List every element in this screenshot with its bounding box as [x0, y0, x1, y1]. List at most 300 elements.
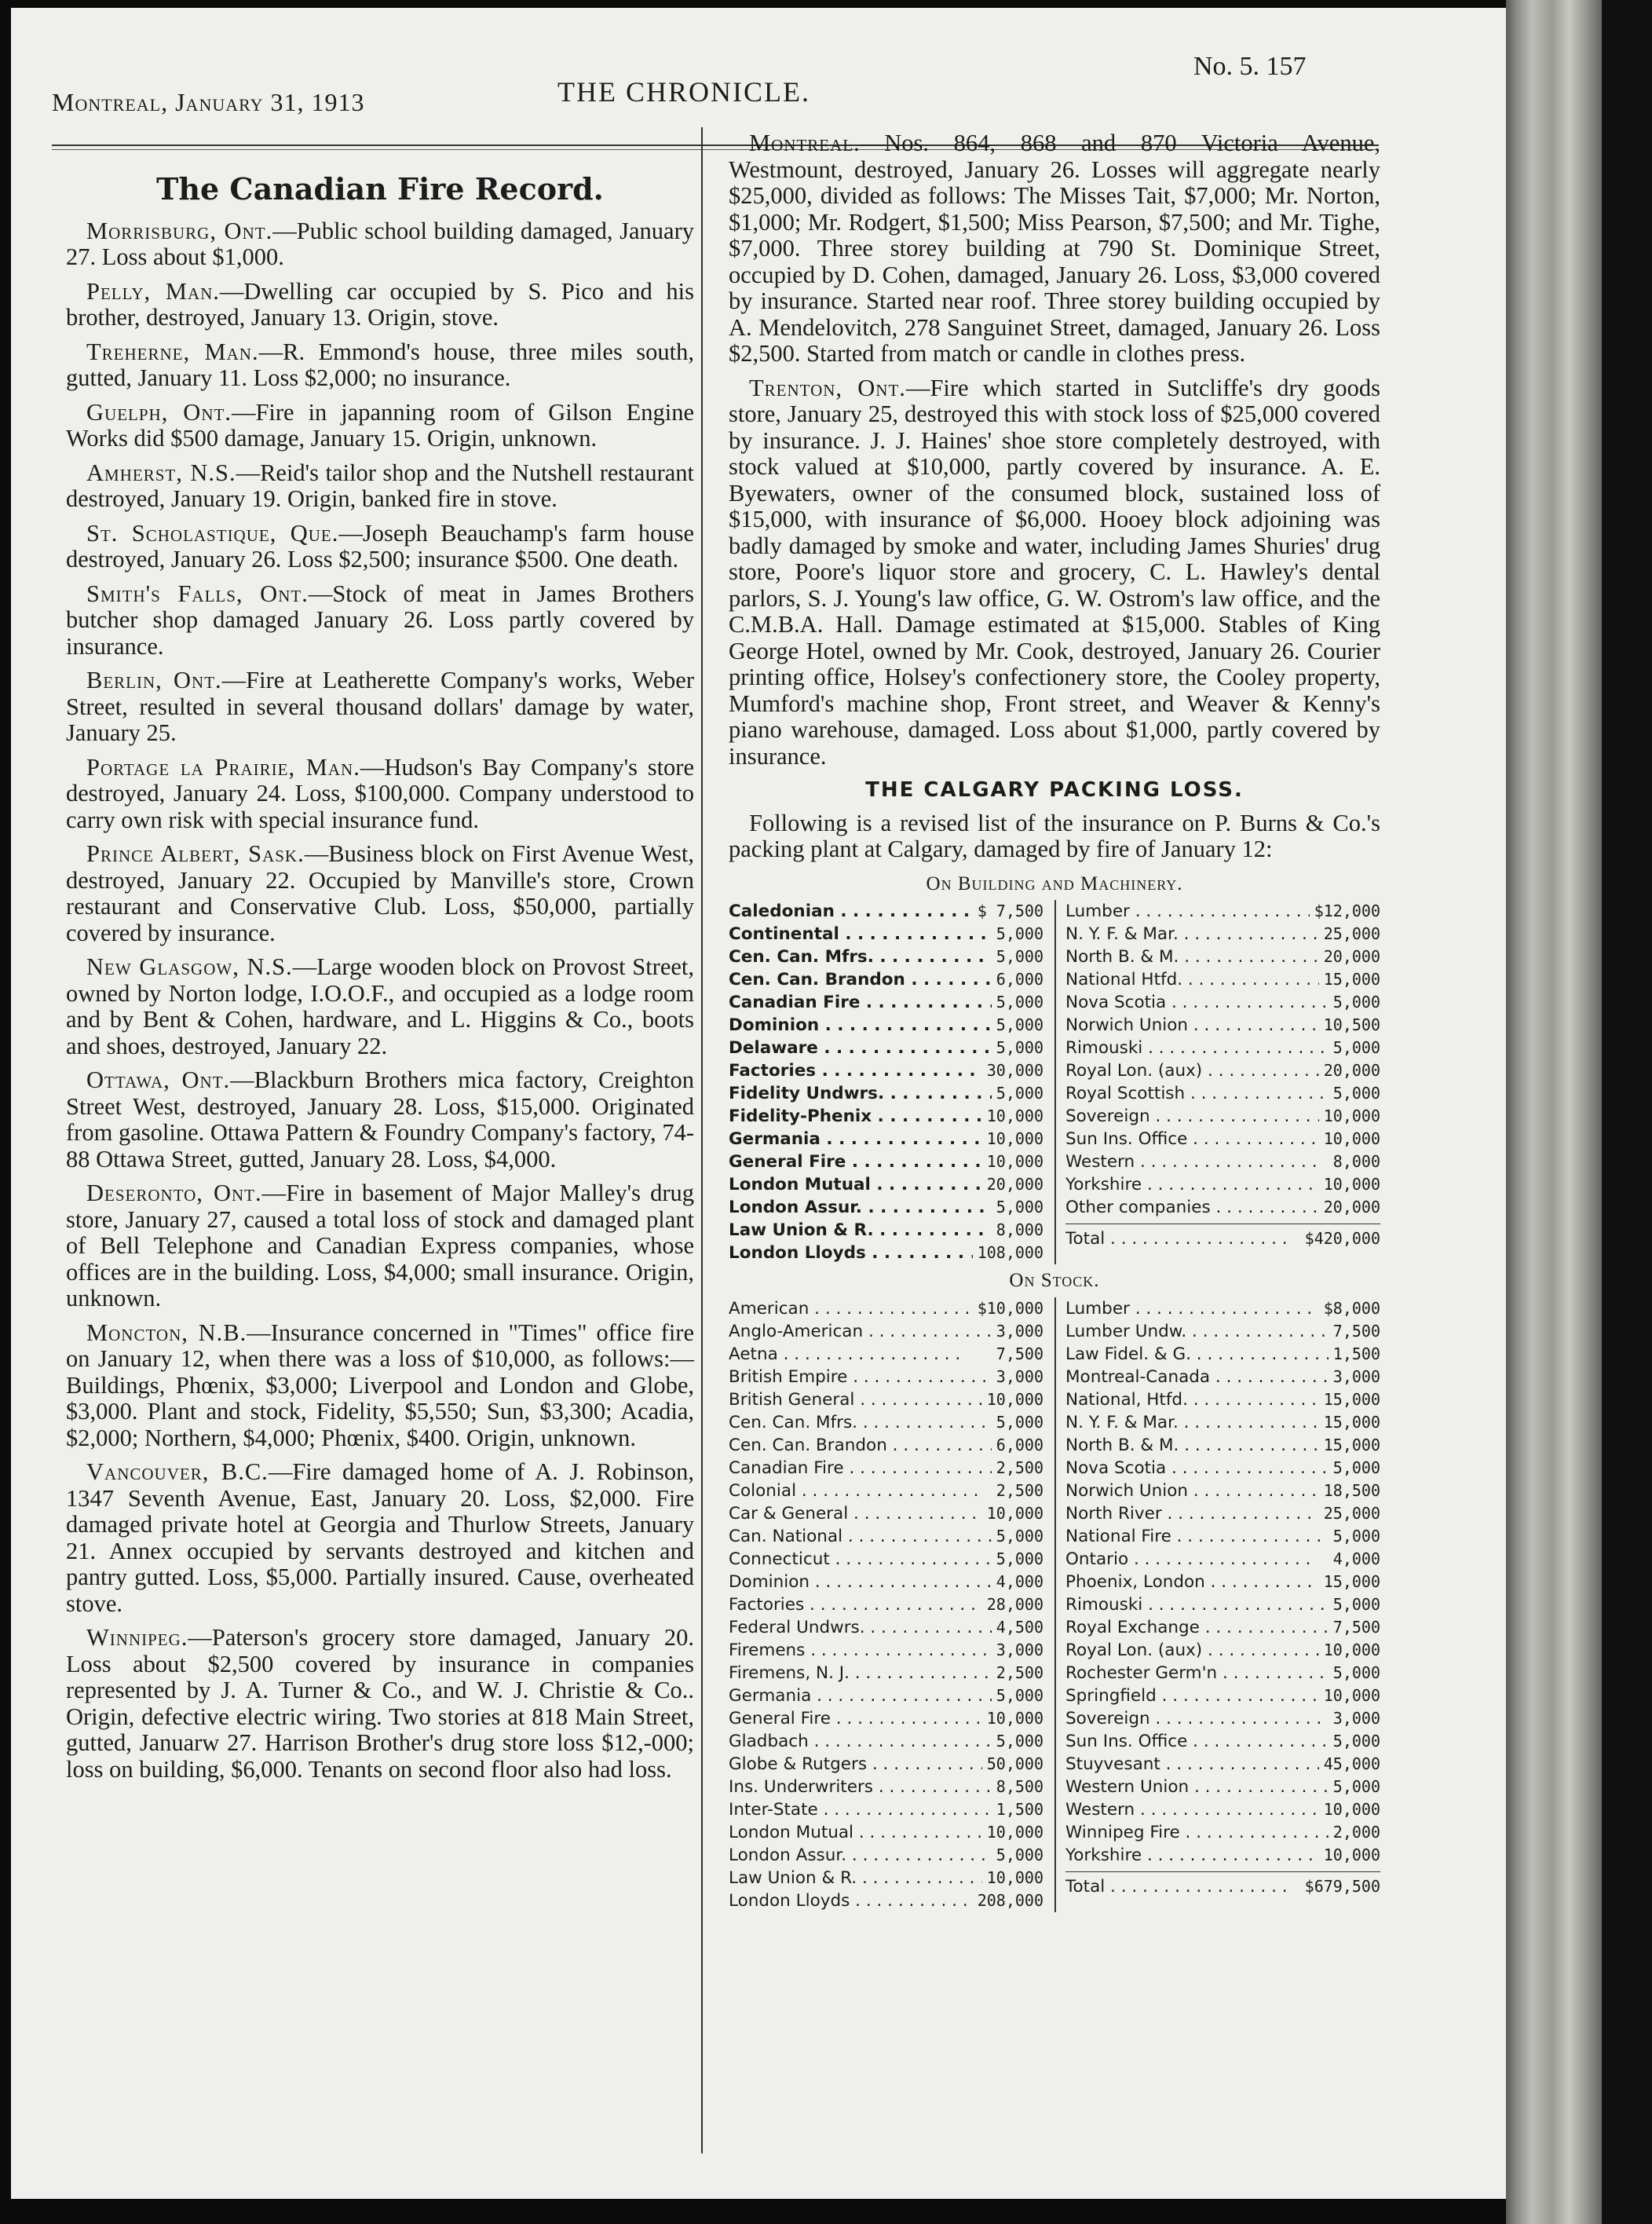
insured-amount: 10,000 [982, 1821, 1043, 1844]
insured-amount: 8,500 [992, 1776, 1043, 1798]
insured-amount: 3,000 [1329, 1707, 1380, 1730]
insurer-name: Germania . . . [729, 1128, 982, 1150]
insurance-row [729, 1037, 1043, 1059]
insurance-row [729, 1173, 1043, 1196]
insurer-name: National Htfd. . . . [1065, 968, 1319, 991]
insurance-row [1065, 1616, 1380, 1639]
insurer-name: Nova Scotia . . . [1065, 1457, 1329, 1480]
insurance-row [1065, 1844, 1380, 1867]
fire-entry-text: —Nos. 864, 868 and 870 Victoria Avenue, Westmount, destroyed, January 26. Losses will aggregate nearly $25,000, divided as follows: The Misses Tait, $7,000; Mr. Norton, $1,000; Mr. Rodgert, $1,500; Miss Pearson, $7,500; and Mr. Tighe, $7,000. Three storey building at 790 St. Dominique Street, occupied by D. Cohen, damaged, January 26. Loss, $3,000 covered by insurance. Started near roof. Three storey building occupied by A. Mendelovitch, 278 Sanguinet Street, damaged, January 26. Loss $2,500. Started from match or candle in clothes press. [729, 130, 1380, 367]
insured-amount: 10,000 [982, 1707, 1043, 1730]
insured-amount: 50,000 [982, 1753, 1043, 1776]
insurance-row [1065, 1730, 1380, 1753]
insured-amount: 15,000 [1319, 1388, 1380, 1411]
insured-amount: 5,000 [992, 1548, 1043, 1571]
insurance-row [729, 1320, 1043, 1343]
insurer-name: Globe & Rutgers . . . [729, 1753, 982, 1776]
insurance-row [1065, 1388, 1380, 1411]
insurance-row [1065, 1297, 1380, 1320]
insurer-name: General Fire . . . [729, 1707, 982, 1730]
building-heading: On Building and Machinery. [926, 872, 1183, 894]
insured-amount: 6,000 [992, 968, 1043, 991]
insurance-row [1065, 1593, 1380, 1616]
insurer-name: London Assur. . . . [729, 1844, 992, 1867]
insurance-row [1065, 1059, 1380, 1082]
insured-amount: 45,000 [1319, 1753, 1380, 1776]
fire-entry-text: —Stock of meat in James Brothers butcher shop damaged January 26. Loss partly covered by insurance. [66, 580, 695, 660]
insured-amount: 8,000 [992, 1219, 1043, 1242]
fire-entry [66, 400, 694, 452]
insurance-row [1065, 1480, 1380, 1502]
total-row [1065, 1224, 1380, 1250]
insurer-name: Cen. Can. Brandon . . . [729, 968, 992, 991]
insurance-row [1065, 1173, 1380, 1196]
insurance-row [1065, 1105, 1380, 1128]
insured-amount: 5,000 [1329, 1593, 1380, 1616]
fire-entry-text: —R. Emmond's house, three miles south, gutted, January 11. Loss $2,000; no insurance. [66, 338, 694, 391]
insurance-row [729, 1388, 1043, 1411]
fire-entry [729, 130, 1380, 368]
insurer-name: Royal Exchange . . . [1065, 1616, 1329, 1639]
insured-amount: 10,000 [982, 1150, 1043, 1173]
insurance-row [729, 1776, 1043, 1798]
fire-entry [66, 668, 694, 747]
insured-amount: 5,000 [992, 1844, 1043, 1867]
insurer-name: Phoenix, London . . . [1065, 1571, 1319, 1593]
insured-amount: 18,500 [1319, 1480, 1380, 1502]
insurer-name: American . . . [729, 1297, 973, 1320]
fire-record-title: The Canadian Fire Record. [156, 171, 604, 207]
insurance-row [1065, 1776, 1380, 1798]
insurance-row [1065, 1548, 1380, 1571]
insurer-name: Law Fidel. & G. . . . [1065, 1343, 1329, 1366]
fire-entry-place: Berlin, Ont. [86, 667, 222, 693]
fire-entry-text: —Dwelling car occupied by S. Pico and his brother, destroyed, January 13. Origin, stove. [66, 277, 694, 331]
insurance-row [1065, 1196, 1380, 1219]
insurance-row [729, 1366, 1043, 1388]
fire-entry-text: —Insurance concerned in "Times" office fire on January 12, when there was a loss of $10,000, as follows:—Buildings, Phœnix, $3,000; Liverpool and London and Globe, $3,000. Plant and stock, Fidelity, $5,550; Sun, $3,300; Acadia, $2,000; Northern, $4,000; Phœnix, $400. Origin, unknown. [66, 1319, 694, 1451]
insurer-name: Montreal-Canada . . . [1065, 1366, 1329, 1388]
insured-amount: 10,000 [1319, 1173, 1380, 1196]
total-label: Total . . . [1065, 1227, 1288, 1250]
insurance-row [1065, 1662, 1380, 1684]
calgary-intro: Following is a revised list of the insurance on P. Burns & Co.'s packing plant at Calgary, damaged by fire of January 12: [729, 809, 1380, 862]
calgary-title: THE CALGARY PACKING LOSS. [865, 778, 1244, 802]
insurance-row [729, 1753, 1043, 1776]
insurer-name: Other companies . . . [1065, 1196, 1319, 1219]
insurance-row [729, 1242, 1043, 1264]
insurer-name: Caledonian . . . [729, 900, 973, 923]
insurance-row [1065, 1082, 1380, 1105]
insurance-row [1065, 1639, 1380, 1662]
insurer-name: Sun Ins. Office . . . [1065, 1128, 1319, 1150]
insurance-row [729, 923, 1043, 946]
insured-amount: 8,000 [1329, 1150, 1380, 1173]
insured-amount: 10,000 [1319, 1684, 1380, 1707]
insurance-row [1065, 1343, 1380, 1366]
insured-amount: $10,000 [973, 1297, 1043, 1320]
insurer-name: Norwich Union . . . [1065, 1480, 1319, 1502]
insurance-row [729, 1548, 1043, 1571]
stock-table-left [729, 1297, 1054, 1912]
insurance-row [729, 1798, 1043, 1821]
insurance-row [1065, 1571, 1380, 1593]
insured-amount: 10,000 [1319, 1844, 1380, 1867]
insurance-row [1065, 1821, 1380, 1844]
insured-amount: 15,000 [1319, 968, 1380, 991]
insured-amount: 2,000 [1329, 1821, 1380, 1844]
insurance-row [729, 1343, 1043, 1366]
column-divider [701, 127, 703, 2153]
insurer-name: Cen. Can. Brandon . . . [729, 1434, 992, 1457]
building-table-right [1054, 900, 1380, 1264]
insurer-name: Sun Ins. Office . . . [1065, 1730, 1329, 1753]
insurance-row [1065, 1037, 1380, 1059]
fire-entry [66, 460, 694, 513]
insured-amount: 4,000 [1329, 1548, 1380, 1571]
insurance-row [729, 900, 1043, 923]
insurance-row [729, 1411, 1043, 1434]
insured-amount: 5,000 [992, 1196, 1043, 1219]
insured-amount: 10,000 [982, 1128, 1043, 1150]
fire-entry-text: —Fire at Leatherette Company's works, Weber Street, resulted in several thousand dollars' damage by water, January 25. [66, 667, 695, 746]
insured-amount: 25,000 [1319, 923, 1380, 946]
insurance-row [1065, 900, 1380, 923]
fire-entry-place: Morrisburg, Ont. [86, 217, 273, 244]
insurance-row [729, 1150, 1043, 1173]
insured-amount: 1,500 [992, 1798, 1043, 1821]
fire-entry-place: Guelph, Ont. [86, 398, 232, 426]
insurer-name: Lumber . . . [1065, 1297, 1312, 1320]
insurer-name: Cen. Can. Mfrs. . . . [729, 946, 992, 968]
insured-amount: 6,000 [992, 1434, 1043, 1457]
fire-entry-place: Amherst, N.S. [86, 459, 236, 486]
insurer-name: Cen. Can. Mfrs. . . . [729, 1411, 992, 1434]
insurer-name: British General . . . [729, 1388, 982, 1411]
fire-entry [66, 581, 694, 660]
insured-amount: 28,000 [982, 1593, 1043, 1616]
insurer-name: Western . . . [1065, 1150, 1318, 1173]
insurer-name: Factories . . . [729, 1059, 982, 1082]
insured-amount: 2,500 [992, 1480, 1043, 1502]
scan-background [1602, 0, 1652, 2224]
insurance-row [729, 991, 1043, 1014]
insurance-row [729, 1082, 1043, 1105]
fire-entry-text: —Paterson's grocery store damaged, January 20. Loss about $2,500 covered by insurance in companies represented by J. A. Turner & Co., and W. J. Christie & Co.. Origin, defective electric wiring. Two stories at 818 Main Street, gutted, Januarw 27. Harrison Brother's drug store loss $12,-000; loss on building, $6,000. Tenants on second floor also had loss. [66, 1624, 694, 1783]
insurance-row [1065, 1128, 1380, 1150]
total-label: Total . . . [1065, 1875, 1288, 1898]
fire-entry [66, 521, 694, 573]
insured-amount: 20,000 [1319, 1059, 1380, 1082]
fire-entry [66, 841, 694, 946]
insurer-name: Royal Lon. (aux) . . . [1065, 1639, 1319, 1662]
insured-amount: 15,000 [1319, 1571, 1380, 1593]
fire-entry [66, 218, 694, 271]
insurer-name: Royal Lon. (aux) . . . [1065, 1059, 1319, 1082]
insurance-row [1065, 1502, 1380, 1525]
insurer-name: Rochester Germ'n . . . [1065, 1662, 1329, 1684]
insurance-row [729, 1525, 1043, 1548]
insurance-row [729, 1196, 1043, 1219]
header-page-number: No. 5. 157 [1193, 52, 1307, 81]
insurer-name: North B. & M. . . . [1065, 946, 1319, 968]
insured-amount: 4,000 [992, 1571, 1043, 1593]
insurer-name: Lumber . . . [1065, 900, 1310, 923]
insurance-row [729, 1593, 1043, 1616]
fire-entry-place: Pelly, Man. [86, 277, 220, 305]
fire-record-continued [729, 130, 1380, 770]
insurance-row [1065, 968, 1380, 991]
insurer-name: Ontario . . . [1065, 1548, 1311, 1571]
insured-amount: 25,000 [1319, 1502, 1380, 1525]
fire-entry-place: Winnipeg. [86, 1624, 188, 1651]
fire-entry-place: Portage la Prairie, Man. [86, 753, 360, 781]
insured-amount: 5,000 [1329, 1776, 1380, 1798]
insurer-name: Connecticut . . . [729, 1548, 992, 1571]
insured-amount: 4,500 [992, 1616, 1043, 1639]
building-table [729, 900, 1380, 1264]
insurance-row [729, 1457, 1043, 1480]
insurer-name: London Mutual . . . [729, 1821, 982, 1844]
insurer-name: General Fire . . . [729, 1150, 982, 1173]
insurance-row [729, 1480, 1043, 1502]
insured-amount: 7,500 [1329, 1616, 1380, 1639]
insurance-row [1065, 946, 1380, 968]
fire-entry-text: —Fire in japanning room of Gilson Engine Works did $500 damage, January 15. Origin, unknown. [66, 398, 694, 452]
building-table-left [729, 900, 1054, 1264]
insured-amount: 3,000 [1329, 1366, 1380, 1388]
insurer-name: Yorkshire . . . [1065, 1173, 1319, 1196]
right-column [729, 130, 1380, 1915]
insured-amount: 20,000 [982, 1173, 1043, 1196]
fire-entry-place: Moncton, N.B. [86, 1319, 247, 1346]
insured-amount: 5,000 [1329, 1662, 1380, 1684]
insured-amount: 3,000 [992, 1320, 1043, 1343]
fire-entry [66, 1320, 694, 1452]
insured-amount: 10,000 [982, 1388, 1043, 1411]
insurance-row [729, 946, 1043, 968]
fire-entry [66, 755, 694, 834]
insurance-row [1065, 1707, 1380, 1730]
fire-entry-text: —Business block on First Avenue West, destroyed, January 22. Occupied by Manville's store, Crown restaurant and Conservative Club. Loss, $50,000, partially covered by insurance. [66, 840, 694, 946]
insured-amount: 10,000 [982, 1105, 1043, 1128]
fire-entry-place: New Glasgow, N.S. [86, 953, 293, 980]
insurance-row [729, 1297, 1043, 1320]
insurer-name: Dominion . . . [729, 1571, 992, 1593]
insurance-row [729, 1821, 1043, 1844]
insured-amount: 5,000 [1329, 1037, 1380, 1059]
insurance-row [729, 1616, 1043, 1639]
insured-amount: 5,000 [1329, 1525, 1380, 1548]
insurer-name: National Fire . . . [1065, 1525, 1329, 1548]
insured-amount: 3,000 [992, 1366, 1043, 1388]
insurer-name: Law Union & R. . . . [729, 1219, 992, 1242]
insured-amount: $ 7,500 [973, 900, 1043, 923]
insured-amount: 208,000 [973, 1889, 1043, 1912]
insured-amount: 10,000 [1319, 1128, 1380, 1150]
insurance-row [729, 1128, 1043, 1150]
insured-amount: $8,000 [1319, 1297, 1380, 1320]
insurer-name: Gladbach . . . [729, 1730, 991, 1753]
insurer-name: Continental . . . [729, 923, 992, 946]
fire-entry [66, 339, 694, 392]
fire-entry-place: Vancouver, B.C. [86, 1458, 269, 1485]
insurance-row [1065, 923, 1380, 946]
fire-entry-text: —Large wooden block on Provost Street, owned by Norton lodge, I.O.O.F., and occupied as a lodge room and by Bent & Cohen, hardware, and L. Higgins & Co., boots and shoes, destroyed, January 22. [66, 953, 694, 1059]
insured-amount: 15,000 [1319, 1411, 1380, 1434]
insurance-row [729, 1502, 1043, 1525]
insured-amount: 5,000 [992, 1525, 1043, 1548]
fire-entry [66, 1180, 694, 1312]
insurer-name: Colonial . . . [729, 1480, 978, 1502]
insurer-name: National, Htfd. . . . [1065, 1388, 1319, 1411]
insured-amount: 5,000 [1329, 991, 1380, 1014]
insurance-row [1065, 1798, 1380, 1821]
insured-amount: 20,000 [1319, 946, 1380, 968]
total-amount: $420,000 [1300, 1227, 1380, 1250]
insurance-row [729, 1707, 1043, 1730]
insurer-name: Winnipeg Fire . . . [1065, 1821, 1329, 1844]
insured-amount: 2,500 [992, 1662, 1043, 1684]
total-amount: $679,500 [1300, 1875, 1380, 1898]
insured-amount: 5,000 [992, 946, 1043, 968]
insurer-name: Fidelity-Phenix . . . [729, 1105, 982, 1128]
stock-table-right [1054, 1297, 1380, 1912]
insurer-name: Western Union . . . [1065, 1776, 1329, 1798]
insurer-name: Sovereign . . . [1065, 1105, 1319, 1128]
insured-amount: 10,000 [1319, 1798, 1380, 1821]
insured-amount: 7,500 [992, 1343, 1043, 1366]
insurance-row [1065, 1434, 1380, 1457]
header-date: Montreal, January 31, 1913 [52, 88, 365, 116]
insurer-name: Inter-State . . . [729, 1798, 992, 1821]
insurer-name: Stuyvesant . . . [1065, 1753, 1319, 1776]
insurer-name: Firemens . . . [729, 1639, 988, 1662]
insured-amount: 2,500 [992, 1457, 1043, 1480]
insured-amount: 10,000 [1319, 1639, 1380, 1662]
insured-amount: 5,000 [992, 1730, 1043, 1753]
insurance-row [729, 1219, 1043, 1242]
insurer-name: Springfield . . . [1065, 1684, 1319, 1707]
insurer-name: Car & General . . . [729, 1502, 982, 1525]
insurance-row [729, 1571, 1043, 1593]
insurer-name: London Lloyds . . . [729, 1242, 973, 1264]
insurer-name: British Empire . . . [729, 1366, 992, 1388]
insured-amount: 10,000 [982, 1502, 1043, 1525]
insurance-row [1065, 1684, 1380, 1707]
total-row [1065, 1871, 1380, 1898]
insurer-name: Dominion . . . [729, 1014, 992, 1037]
insurer-name: London Mutual . . . [729, 1173, 982, 1196]
insurance-row [729, 1844, 1043, 1867]
fire-entry-text: —Public school building damaged, January 27. Loss about $1,000. [66, 217, 695, 270]
insured-amount: 5,000 [992, 1082, 1043, 1105]
insurance-row [1065, 1366, 1380, 1388]
insurer-name: Sovereign . . . [1065, 1707, 1329, 1730]
insurance-row [729, 1434, 1043, 1457]
fire-entry-text: —Fire which started in Sutcliffe's dry goods store, January 25, destroyed this with stock loss of $25,000 covered by insurance. J. J. Haines' shoe store completely destroyed, with stock valued at $10,000, partly covered by insurance. A. E. Byewaters, owner of the consumed block, sustained loss of $15,000, with insurance of $6,000. Hooey block adjoining was badly damaged by smoke and water, including James Shuries' drug store, Poore's liquor store and grocery, C. L. Hawley's dental parlors, S. J. Young's law office, G. W. Ostrom's law office, and the C.M.B.A. Hall. Damage estimated at $15,000. Stables of King George Hotel, owned by Mr. Cook, destroyed, January 26. Courier printing office, Holsey's confectionery store, the Cooley property, Mumford's machine shop, Front street, and Weaver & Kenny's piano warehouse, damaged. Loss about $1,000, partly covered by insurance. [729, 374, 1380, 770]
insurer-name: Royal Scottish . . . [1065, 1082, 1329, 1105]
fire-entry-place: Montreal. [749, 130, 861, 156]
insurer-name: Rimouski . . . [1065, 1593, 1325, 1616]
fire-entry [729, 375, 1380, 770]
insured-amount: $12,000 [1310, 900, 1380, 923]
fire-entry-text: —Joseph Beauchamp's farm house destroyed, January 26. Loss $2,500; insurance $500. One death. [66, 519, 694, 572]
insurer-name: Norwich Union . . . [1065, 1014, 1319, 1037]
insured-amount: 20,000 [1319, 1196, 1380, 1219]
insured-amount: 1,500 [1329, 1343, 1380, 1366]
insured-amount: 5,000 [992, 1411, 1043, 1434]
insured-amount: 5,000 [992, 1684, 1043, 1707]
insurer-name: Delaware . . . [729, 1037, 992, 1059]
fire-entry-text: —Reid's tailor shop and the Nutshell restaurant destroyed, January 19. Origin, banked fire in stove. [66, 459, 694, 512]
insured-amount: 10,500 [1319, 1014, 1380, 1037]
insurance-row [1065, 1525, 1380, 1548]
insurer-name: Federal Undwrs. . . . [729, 1616, 992, 1639]
fire-entry-text: —Fire damaged home of A. J. Robinson, 1347 Seventh Avenue, East, January 20. Loss, $2,000. Fire damaged private hotel at Georgia and Thurlow Streets, January 21. Annex occupied by servants destroyed and kitchen and pantry gutted. Loss, $5,000. Partially insured. Cause, overheated stove. [66, 1458, 694, 1617]
fire-entry-place: Smith's Falls, Ont. [86, 580, 309, 607]
insurer-name: Nova Scotia . . . [1065, 991, 1329, 1014]
insurer-name: Canadian Fire . . . [729, 991, 992, 1014]
fire-entry-place: Deseronto, Ont. [86, 1180, 262, 1206]
insurance-row [729, 1730, 1043, 1753]
insurance-row [729, 1867, 1043, 1889]
insurance-row [729, 1639, 1043, 1662]
insured-amount: 5,000 [992, 991, 1043, 1014]
insurer-name: N. Y. F. & Mar. . . . [1065, 1411, 1319, 1434]
fire-entry [66, 1067, 694, 1172]
fire-entry [66, 954, 694, 1059]
fire-entry-place: Ottawa, Ont. [86, 1066, 231, 1093]
insurer-name: Firemens, N. J. . . . [729, 1662, 992, 1684]
insurer-name: Canadian Fire . . . [729, 1457, 992, 1480]
stock-table [729, 1297, 1380, 1912]
insured-amount: 5,000 [1329, 1730, 1380, 1753]
insured-amount: 30,000 [982, 1059, 1043, 1082]
stock-heading: On Stock. [1009, 1270, 1100, 1291]
fire-entry [66, 279, 694, 331]
fire-entry-text: —Fire in basement of Major Malley's drug store, January 27, caused a total loss of stock and damaged plant of Bell Telephone and Canadian Express companies, whose offices are in the building. Loss, $4,000; small insurance. Origin, unknown. [66, 1180, 694, 1311]
insured-amount: 10,000 [982, 1867, 1043, 1889]
insured-amount: 5,000 [1329, 1082, 1380, 1105]
header-title: THE CHRONICLE. [557, 76, 810, 108]
insurer-name: Fidelity Undwrs. . . . [729, 1082, 992, 1105]
insurance-row [729, 968, 1043, 991]
insurer-name: Aetna . . . [729, 1343, 960, 1366]
insurer-name: Ins. Underwriters . . . [729, 1776, 992, 1798]
insurer-name: Western . . . [1065, 1798, 1318, 1821]
book-spine [1506, 0, 1608, 2224]
fire-entry-place: St. Scholastique, Que. [86, 519, 339, 547]
insurance-row [729, 1059, 1043, 1082]
insurer-name: Law Union & R. . . . [729, 1867, 982, 1889]
insurer-name: North B. & M. . . . [1065, 1434, 1319, 1457]
insurance-row [729, 1014, 1043, 1037]
fire-entry-text: —Hudson's Bay Company's store destroyed, January 24. Loss, $100,000. Company understood to carry own risk with special insurance fund. [66, 753, 694, 833]
insurer-name: Yorkshire . . . [1065, 1844, 1319, 1867]
insurance-row [729, 1889, 1043, 1912]
insurance-row [1065, 1457, 1380, 1480]
insurer-name: Factories . . . [729, 1593, 982, 1616]
fire-entry-place: Trenton, Ont. [749, 374, 906, 401]
insurer-name: Anglo-American . . . [729, 1320, 992, 1343]
insurance-row [1065, 1320, 1380, 1343]
insured-amount: 5,000 [992, 923, 1043, 946]
insured-amount: 10,000 [1319, 1105, 1380, 1128]
insurance-row [1065, 1411, 1380, 1434]
insurance-row [1065, 991, 1380, 1014]
insured-amount: 7,500 [1329, 1320, 1380, 1343]
